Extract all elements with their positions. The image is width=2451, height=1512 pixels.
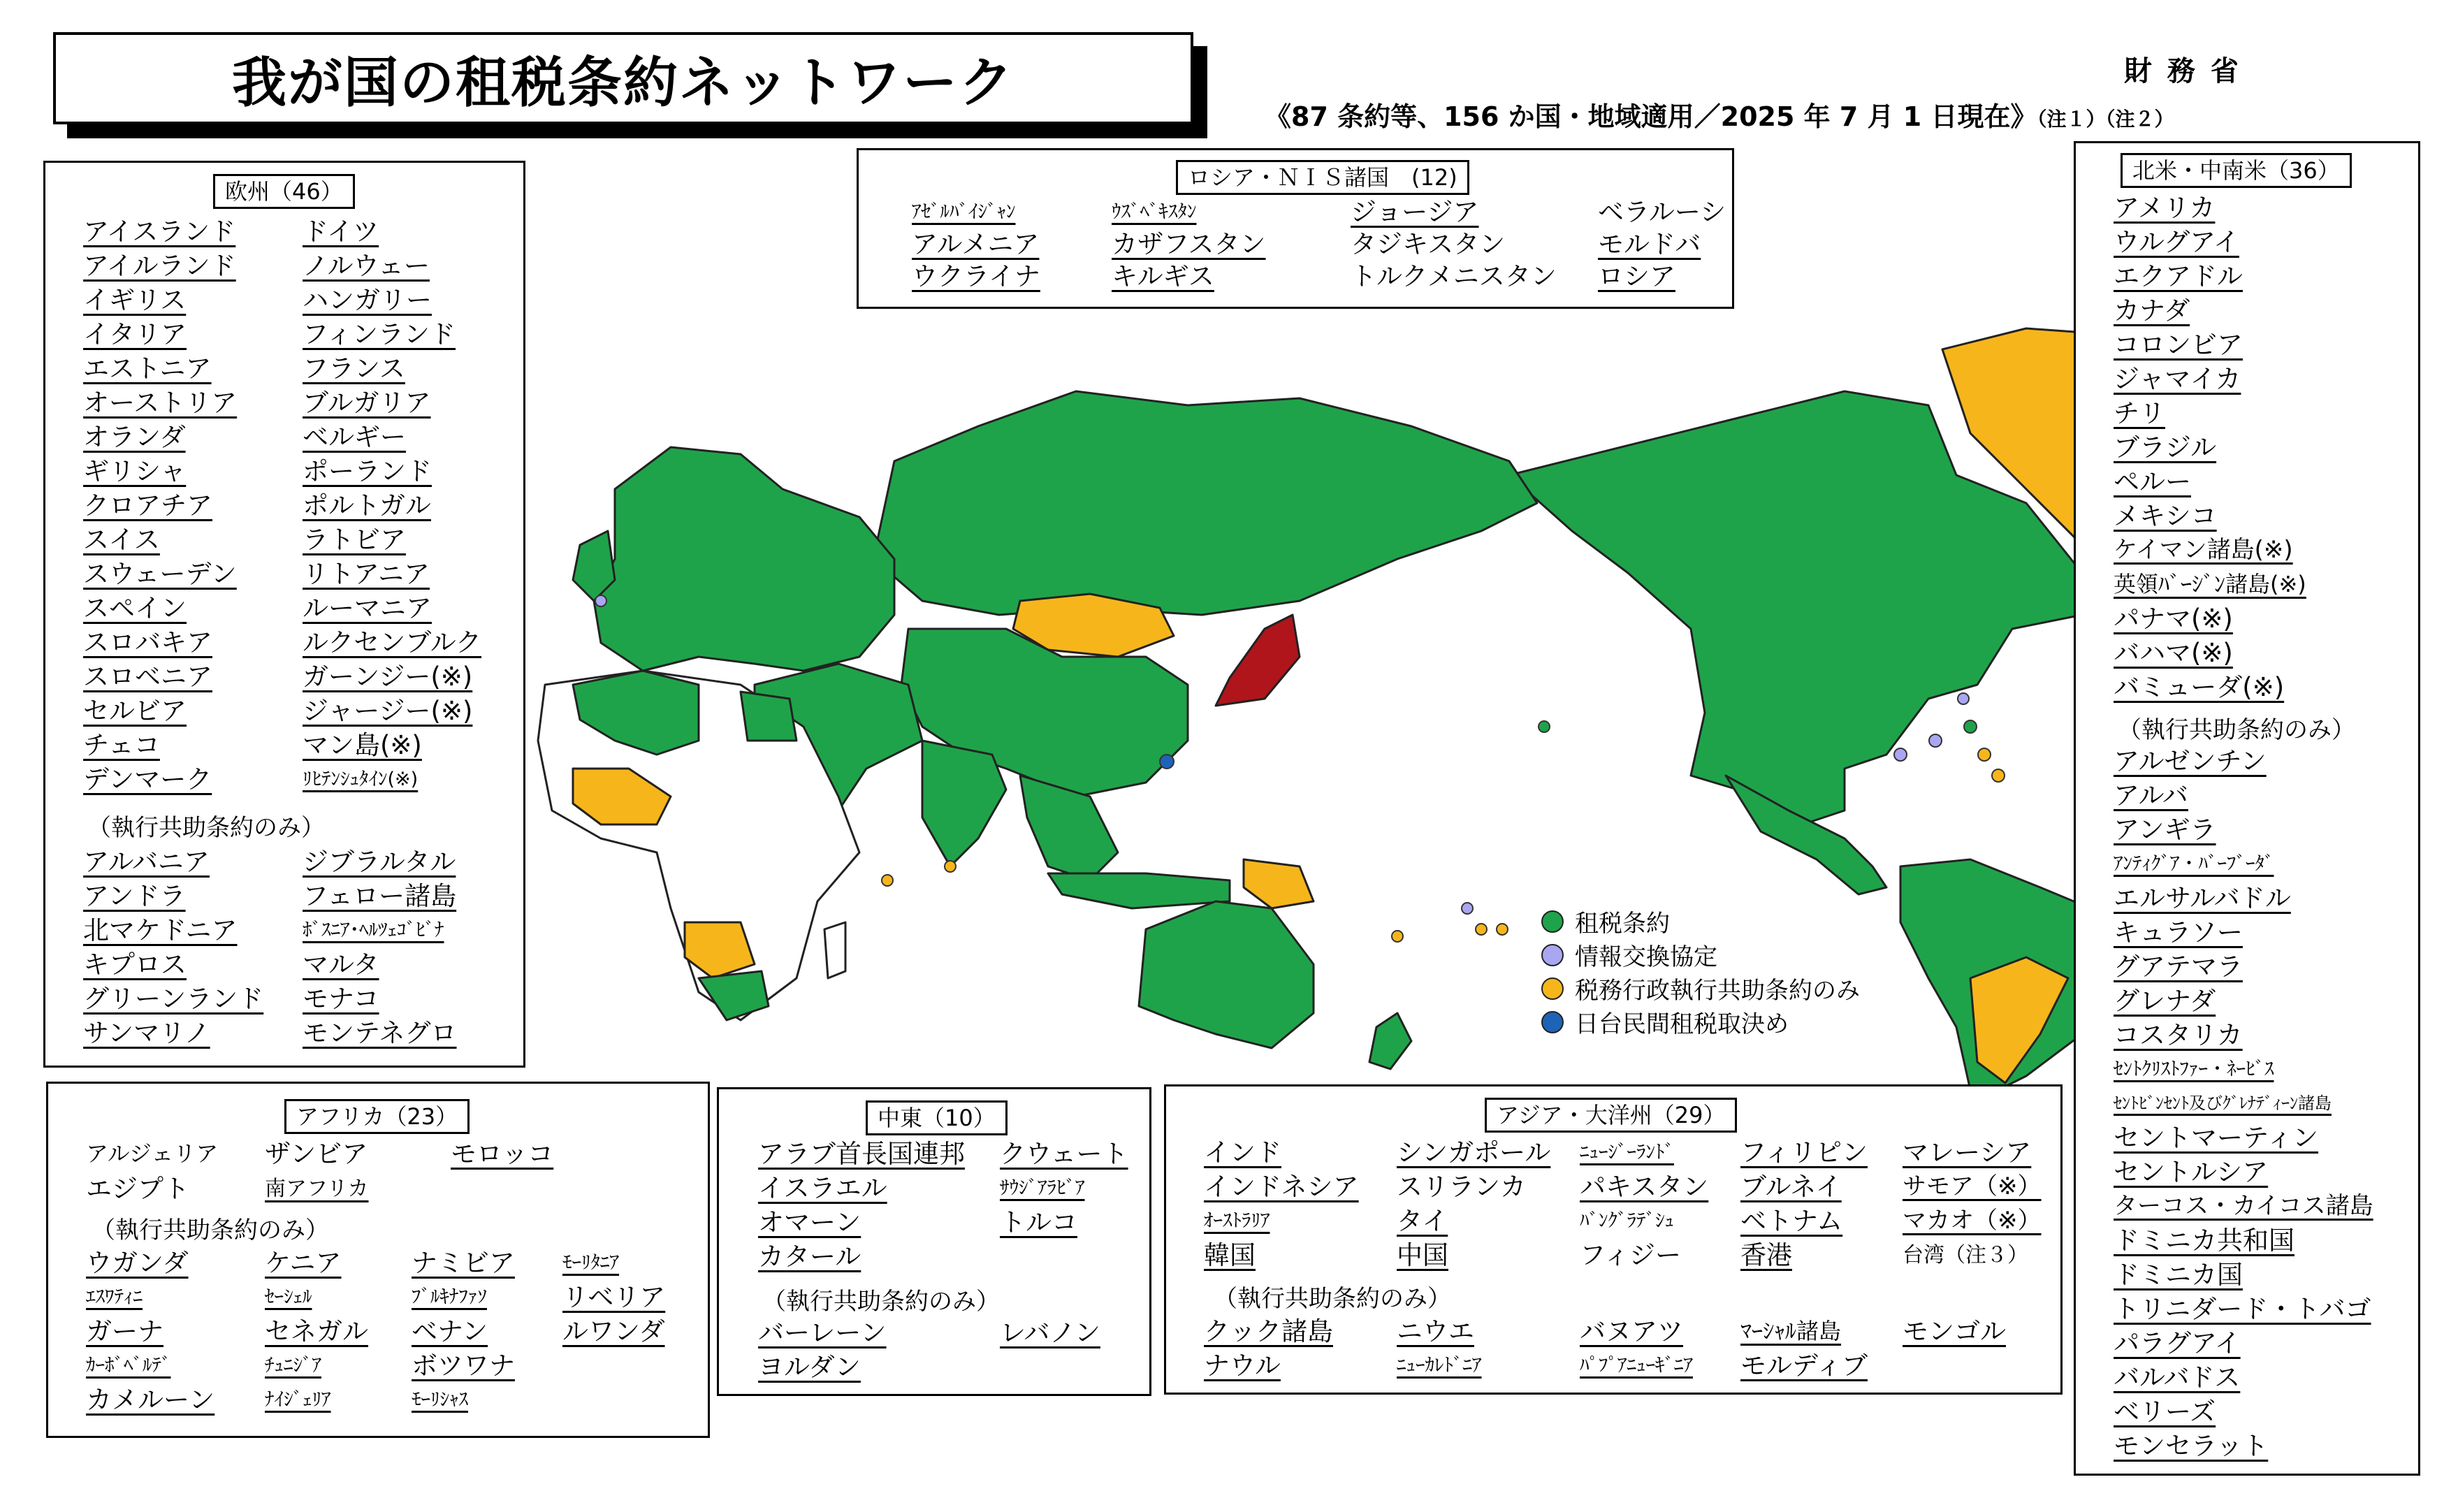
country-item[interactable]: ジャージー(※) (303, 696, 473, 726)
country-item[interactable]: インドネシア (1204, 1172, 1359, 1202)
country-item[interactable]: フィリピン (1740, 1137, 1868, 1168)
russia-nis-col1 (912, 196, 1040, 293)
country-item[interactable]: チェコ (83, 730, 160, 760)
island-marker (1462, 903, 1473, 914)
country-item[interactable]: ウルグアイ (2114, 227, 2239, 257)
country-item[interactable]: ルクセンブルク (303, 627, 482, 657)
country-item[interactable]: エジプト (86, 1174, 189, 1204)
country-item[interactable]: セルビア (83, 696, 187, 726)
country-item[interactable]: エストニア (83, 354, 212, 384)
country-item[interactable]: モンゴル (1903, 1316, 2006, 1346)
island-marker (1476, 924, 1487, 935)
country-item[interactable]: ｱｾﾞﾙﾊﾞｲｼﾞｬﾝ (912, 201, 1016, 223)
country-item[interactable]: コロンビア (2114, 330, 2243, 360)
country-item[interactable]: ｾﾝﾄｸﾘｽﾄﾌｧｰ・ﾈｰﾋﾞｽ (2114, 1059, 2274, 1080)
country-item[interactable]: フィンランド (303, 319, 456, 349)
country-item[interactable]: モロッコ (451, 1139, 554, 1169)
country-item[interactable]: ｴｽﾜﾃｨﾆ (86, 1286, 143, 1308)
country-item[interactable]: スイス (83, 525, 160, 555)
country-item[interactable]: カザフスタン (1112, 229, 1266, 259)
country-item[interactable]: オランダ (83, 422, 186, 452)
country-item[interactable]: ポーランド (303, 456, 432, 486)
country-item[interactable]: ベナン (412, 1316, 488, 1346)
country-item[interactable]: セントマーティン (2114, 1123, 2319, 1153)
europe-exec-col2 (303, 845, 457, 1050)
legend-label: 税務行政執行共助条約のみ (1575, 977, 1860, 1005)
country-item[interactable]: ﾓｰﾘﾀﾆｱ (562, 1252, 619, 1274)
country-item[interactable]: ﾁｭﾆｼﾞｱ (265, 1355, 321, 1376)
india-shape (922, 741, 1006, 866)
page-title: 我が国の租税条約ネットワーク (53, 32, 1193, 124)
country-item[interactable]: ヨルダン (758, 1352, 861, 1382)
europe-exec-label: （執行共助条約のみ） (87, 814, 325, 842)
country-item[interactable]: ｵｰｽﾄﾗﾘｱ (1204, 1210, 1270, 1232)
country-item[interactable]: ﾆｭｰｶﾚﾄﾞﾆｱ (1397, 1355, 1482, 1376)
island-marker (1929, 734, 1942, 747)
country-item[interactable]: ﾆｭｰｼﾞｰﾗﾝﾄﾞ (1580, 1142, 1674, 1163)
russia-nis-header: ロシア・ＮＩＳ諸国 (12) (1176, 160, 1469, 195)
middle-east-exec-label: （執行共助条約のみ） (762, 1288, 1000, 1316)
americas-panel (2074, 141, 2420, 1476)
country-item[interactable]: ブルネイ (1740, 1172, 1842, 1202)
russia-nis-col3 (1351, 196, 1557, 293)
country-item[interactable]: ドミニカ国 (2114, 1260, 2243, 1290)
country-item[interactable]: コスタリカ (2114, 1020, 2243, 1050)
png-shape (1244, 859, 1314, 908)
country-item[interactable]: スロベニア (83, 662, 212, 692)
asia-exec-col4 (1740, 1314, 1868, 1383)
country-item[interactable]: カタール (758, 1242, 861, 1272)
country-item[interactable]: ウガンダ (86, 1248, 189, 1278)
country-item[interactable]: スロバキア (83, 627, 212, 657)
asia-col4 (1740, 1135, 1868, 1272)
island-marker (882, 875, 893, 886)
country-item[interactable]: タジキスタン (1351, 229, 1506, 259)
country-item[interactable]: モナコ (303, 984, 379, 1014)
country-item[interactable]: グリーンランド (83, 984, 264, 1014)
country-item[interactable]: 南アフリカ (265, 1177, 369, 1201)
country-item[interactable]: アルバニア (83, 847, 210, 877)
country-item[interactable]: 台湾（注３） (1903, 1243, 2028, 1267)
country-item[interactable]: ｾｰｼｪﾙ (265, 1286, 312, 1308)
south-africa-shape (699, 971, 769, 1020)
country-item[interactable]: キルギス (1112, 261, 1214, 291)
country-item[interactable]: ﾓｰﾘｼｬｽ (412, 1389, 468, 1411)
country-item[interactable]: 香港 (1740, 1240, 1792, 1270)
country-item[interactable]: ベトナム (1740, 1206, 1843, 1236)
asia-col2 (1397, 1135, 1550, 1272)
russia-shape (873, 391, 1537, 615)
africa-exec-label: （執行共助条約のみ） (92, 1216, 329, 1244)
legend-label: 租税条約 (1575, 910, 1670, 938)
island-marker (1160, 755, 1174, 769)
country-item[interactable]: イギリス (83, 285, 187, 315)
legend-private (1541, 1005, 1789, 1039)
country-item[interactable]: フランス (303, 354, 405, 384)
island-marker (945, 861, 956, 872)
country-item[interactable]: ガーナ (86, 1316, 163, 1346)
country-item[interactable]: パキスタン (1580, 1172, 1709, 1202)
japan-shape (1216, 615, 1300, 706)
americas-list2 (2114, 744, 2373, 1463)
country-item[interactable]: モンテネグロ (303, 1018, 457, 1048)
country-item[interactable]: ドイツ (303, 217, 379, 247)
country-item[interactable]: ﾊﾞﾝｸﾞﾗﾃﾞｼｭ (1580, 1210, 1674, 1232)
country-item[interactable]: オーストリア (83, 388, 238, 418)
country-item[interactable]: パナマ(※) (2114, 604, 2233, 634)
asia-exec-col1 (1204, 1314, 1333, 1383)
country-item[interactable]: クック諸島 (1204, 1316, 1333, 1346)
middle-east-exec-col2 (1000, 1316, 1100, 1350)
middle-east-col2 (1000, 1137, 1128, 1240)
country-item[interactable]: パラグアイ (2114, 1328, 2241, 1358)
country-item[interactable]: マルタ (303, 950, 379, 980)
country-item[interactable]: ベルギー (303, 422, 406, 452)
legend-label: 日台民間租税取決め (1575, 1010, 1789, 1038)
country-item[interactable]: デンマーク (83, 764, 212, 794)
country-item[interactable]: ポルトガル (303, 490, 431, 521)
country-item[interactable]: ブラジル (2114, 432, 2217, 463)
country-item[interactable]: グレナダ (2114, 986, 2216, 1016)
africa-exec-col2 (265, 1246, 368, 1417)
subtitle-text: 《87 条約等、156 か国・地域適用／2025 年 7 月 1 日現在》 (1265, 101, 2037, 132)
asia-exec-col3 (1580, 1314, 1693, 1383)
country-item[interactable]: カメルーン (86, 1385, 215, 1415)
country-item[interactable]: 北マケドニア (83, 915, 238, 945)
country-item[interactable]: ﾌﾞﾙｷﾅﾌｧｿ (412, 1286, 487, 1308)
asia-oceania-panel (1164, 1084, 2063, 1395)
country-item[interactable]: クロアチア (83, 490, 212, 521)
world-map (489, 307, 2173, 1090)
country-item[interactable]: アルゼンチン (2114, 746, 2267, 776)
country-item[interactable]: ターコス・カイコス諸島 (2114, 1192, 2373, 1220)
country-item[interactable]: アイルランド (83, 251, 236, 281)
europe-col1 (83, 215, 237, 797)
country-item[interactable]: ジョージア (1351, 197, 1479, 227)
country-item[interactable]: ｾﾝﾄﾋﾞﾝｾﾝﾄ及びｸﾞﾚﾅﾃﾞｨｰﾝ諸島 (2114, 1093, 2332, 1113)
country-item[interactable]: ザンビア (265, 1139, 368, 1169)
country-item[interactable]: イタリア (83, 319, 187, 349)
country-item[interactable]: アルジェリア (86, 1140, 219, 1167)
country-item[interactable]: ロシア (1598, 261, 1675, 291)
country-item[interactable]: トルコ (1000, 1207, 1077, 1237)
country-item[interactable]: 韓国 (1204, 1240, 1256, 1270)
legend-dot-info-exchange (1541, 944, 1564, 966)
egypt-shape (741, 692, 797, 741)
asia-col5 (1903, 1135, 2042, 1272)
country-item[interactable]: 中国 (1397, 1240, 1448, 1270)
country-item[interactable]: ケニア (265, 1248, 342, 1278)
country-item[interactable]: マン島(※) (303, 730, 422, 760)
country-item[interactable]: ﾅｲｼﾞｪﾘｱ (265, 1389, 331, 1411)
country-item[interactable]: アルバ (2114, 780, 2188, 810)
africa-exec-col1 (86, 1246, 214, 1417)
country-item[interactable]: ドミニカ共和国 (2114, 1226, 2294, 1256)
country-item[interactable]: ﾎﾞｽﾆｱ･ﾍﾙﾂｪｺﾞﾋﾞﾅ (303, 919, 444, 941)
country-item[interactable]: ペルー (2114, 467, 2191, 497)
country-item[interactable]: ﾘﾋﾃﾝｼｭﾀｲﾝ(※) (303, 769, 419, 790)
europe-panel (43, 161, 525, 1068)
new-zealand-shape (1369, 1013, 1411, 1069)
americas-list1 (2114, 191, 2306, 704)
legend-info-exchange (1541, 938, 1717, 972)
island-marker (1894, 748, 1907, 761)
country-item[interactable]: キュラソー (2114, 917, 2243, 947)
country-item[interactable]: トルクメニスタン (1351, 261, 1557, 291)
americas-header: 北米・中南米（36） (2121, 153, 2352, 188)
middle-east-exec-col1 (758, 1316, 887, 1384)
subtitle (1265, 95, 2174, 133)
country-item[interactable]: ｱﾝﾃｨｸﾞｱ・ﾊﾞｰﾌﾞｰﾀﾞ (2114, 853, 2274, 875)
country-item[interactable]: イスラエル (758, 1173, 887, 1203)
country-item[interactable]: オマーン (758, 1207, 861, 1237)
legend-dot-tax-treaty (1541, 910, 1564, 933)
country-item[interactable]: ｶｰﾎﾞﾍﾞﾙﾃﾞ (86, 1355, 171, 1376)
country-item[interactable]: クウェート (1000, 1139, 1128, 1169)
africa-panel (46, 1082, 710, 1438)
africa-exec-col4 (562, 1246, 665, 1349)
country-item[interactable]: マレーシア (1903, 1137, 2032, 1168)
country-item[interactable]: ジャマイカ (2114, 364, 2241, 394)
country-item[interactable]: ベリーズ (2114, 1397, 2216, 1427)
country-item[interactable]: シンガポール (1397, 1137, 1551, 1168)
country-item[interactable]: ラトビア (303, 525, 406, 555)
subtitle-notes: （注１）（注２） (2037, 108, 2174, 131)
russia-nis-panel (857, 148, 1734, 309)
island-marker (1978, 748, 1991, 761)
country-item[interactable]: ナウル (1204, 1351, 1281, 1381)
country-item[interactable]: バルバドス (2114, 1362, 2241, 1393)
americas-exec-label: （執行共助条約のみ） (2118, 716, 2355, 744)
legend-admin-assist (1541, 971, 1860, 1005)
country-item[interactable]: ボツワナ (412, 1351, 515, 1381)
country-item[interactable]: カナダ (2114, 296, 2190, 326)
indonesia-shape (1048, 873, 1230, 908)
asia-col3 (1580, 1135, 1708, 1272)
country-item[interactable]: アラブ首長国連邦 (758, 1139, 965, 1169)
island-marker (1964, 720, 1977, 733)
country-item[interactable]: ｻｳｼﾞｱﾗﾋﾞｱ (1000, 1177, 1085, 1199)
country-item[interactable]: アイスランド (83, 217, 236, 247)
country-item[interactable]: アルメニア (912, 229, 1040, 259)
island-marker (1958, 693, 1969, 704)
country-item[interactable]: ルワンダ (562, 1316, 665, 1346)
country-item[interactable]: ﾏｰｼｬﾙ諸島 (1740, 1318, 1842, 1344)
africa-header: アフリカ（23） (284, 1099, 470, 1134)
asia-exec-col5 (1903, 1314, 2006, 1349)
legend-label: 情報交換協定 (1575, 943, 1717, 971)
country-item[interactable]: キプロス (83, 950, 187, 980)
country-item[interactable]: スペイン (83, 593, 187, 623)
country-item[interactable]: ケイマン諸島(※) (2114, 536, 2293, 564)
country-item[interactable]: モルドバ (1598, 229, 1701, 259)
russia-nis-col4 (1598, 196, 1726, 293)
country-item[interactable]: グアテマラ (2114, 952, 2243, 982)
madagascar-shape (824, 922, 845, 978)
island-marker (595, 595, 606, 606)
country-item[interactable]: ナミビア (412, 1248, 515, 1278)
country-item[interactable]: ジブラルタル (303, 847, 456, 877)
country-item[interactable]: リベリア (562, 1282, 666, 1312)
country-item[interactable]: ガーンジー(※) (303, 662, 473, 692)
country-item[interactable]: タイ (1397, 1206, 1448, 1236)
asia-oceania-header: アジア・大洋州（29） (1485, 1098, 1737, 1133)
europe-header: 欧州（46） (213, 174, 355, 209)
island-marker (1497, 924, 1508, 935)
country-item[interactable]: バミューダ(※) (2114, 672, 2285, 702)
country-item[interactable]: サンマリノ (83, 1018, 210, 1048)
country-item[interactable]: モルディブ (1740, 1351, 1868, 1381)
country-item[interactable]: フェロー諸島 (303, 881, 457, 911)
asia-exec-label: （執行共助条約のみ） (1214, 1285, 1451, 1313)
country-item[interactable]: メキシコ (2114, 501, 2217, 531)
country-item[interactable]: バヌアツ (1580, 1316, 1683, 1346)
country-item[interactable]: アンドラ (83, 881, 186, 911)
country-item[interactable]: ウクライナ (912, 261, 1040, 291)
middle-east-header: 中東（10） (866, 1100, 1008, 1135)
russia-nis-col2 (1112, 196, 1266, 293)
country-item[interactable]: ﾊﾟﾌﾟｱﾆｭｰｷﾞﾆｱ (1580, 1355, 1693, 1376)
europe-shape (594, 447, 894, 671)
island-marker (1392, 931, 1403, 942)
country-item[interactable]: ギリシャ (83, 456, 187, 486)
country-item[interactable]: エルサルバドル (2114, 883, 2291, 913)
country-item[interactable]: バーレーン (758, 1318, 887, 1348)
country-item[interactable]: ベラルーシ (1598, 197, 1726, 227)
country-item[interactable]: セネガル (265, 1316, 368, 1346)
country-item[interactable]: モンセラット (2114, 1431, 2269, 1461)
middle-east-col1 (758, 1137, 965, 1274)
country-item[interactable]: ルーマニア (303, 593, 432, 623)
country-item[interactable]: インド (1204, 1137, 1281, 1168)
country-item[interactable]: アンギラ (2114, 815, 2216, 845)
legend-dot-private (1541, 1011, 1564, 1033)
country-item[interactable]: ハンガリー (303, 285, 432, 315)
country-item[interactable]: ｳｽﾞﾍﾞｷｽﾀﾝ (1112, 201, 1197, 223)
legend-dot-admin-assist (1541, 977, 1564, 1000)
europe-col2 (303, 215, 481, 797)
country-item[interactable]: サモア（※） (1903, 1172, 2042, 1200)
legend-tax-treaty (1541, 904, 1670, 938)
country-item[interactable]: スウェーデン (83, 559, 237, 589)
country-item[interactable]: スリランカ (1397, 1172, 1526, 1202)
country-item[interactable]: セントルシア (2114, 1157, 2269, 1187)
europe-exec-col1 (83, 845, 263, 1050)
country-item[interactable]: エクアドル (2114, 261, 2243, 291)
australia-shape (1139, 901, 1314, 1048)
africa-exec-col3 (412, 1246, 515, 1417)
middle-east-panel (717, 1087, 1151, 1396)
asia-exec-col2 (1397, 1314, 1482, 1383)
asia-col1 (1204, 1135, 1359, 1272)
country-item[interactable]: リトアニア (303, 559, 430, 589)
country-item[interactable]: ノルウェー (303, 251, 430, 281)
country-item[interactable]: ブルガリア (303, 388, 431, 418)
country-item[interactable]: アメリカ (2114, 193, 2216, 223)
country-item[interactable]: フィジー (1580, 1240, 1682, 1270)
island-marker (1539, 721, 1550, 732)
country-item[interactable]: ニウエ (1397, 1316, 1474, 1346)
country-item[interactable]: トリニダード・トバゴ (2114, 1294, 2371, 1324)
island-marker (1992, 769, 2005, 782)
country-item[interactable]: バハマ(※) (2114, 638, 2233, 668)
ministry-label: 財 務 省 (2124, 55, 2241, 87)
country-item[interactable]: マカオ（※） (1903, 1207, 2042, 1235)
country-item[interactable]: 英領ﾊﾞｰｼﾞﾝ諸島(※) (2114, 571, 2306, 597)
country-item[interactable]: チリ (2114, 398, 2165, 428)
country-item[interactable]: レバノン (1000, 1318, 1100, 1348)
